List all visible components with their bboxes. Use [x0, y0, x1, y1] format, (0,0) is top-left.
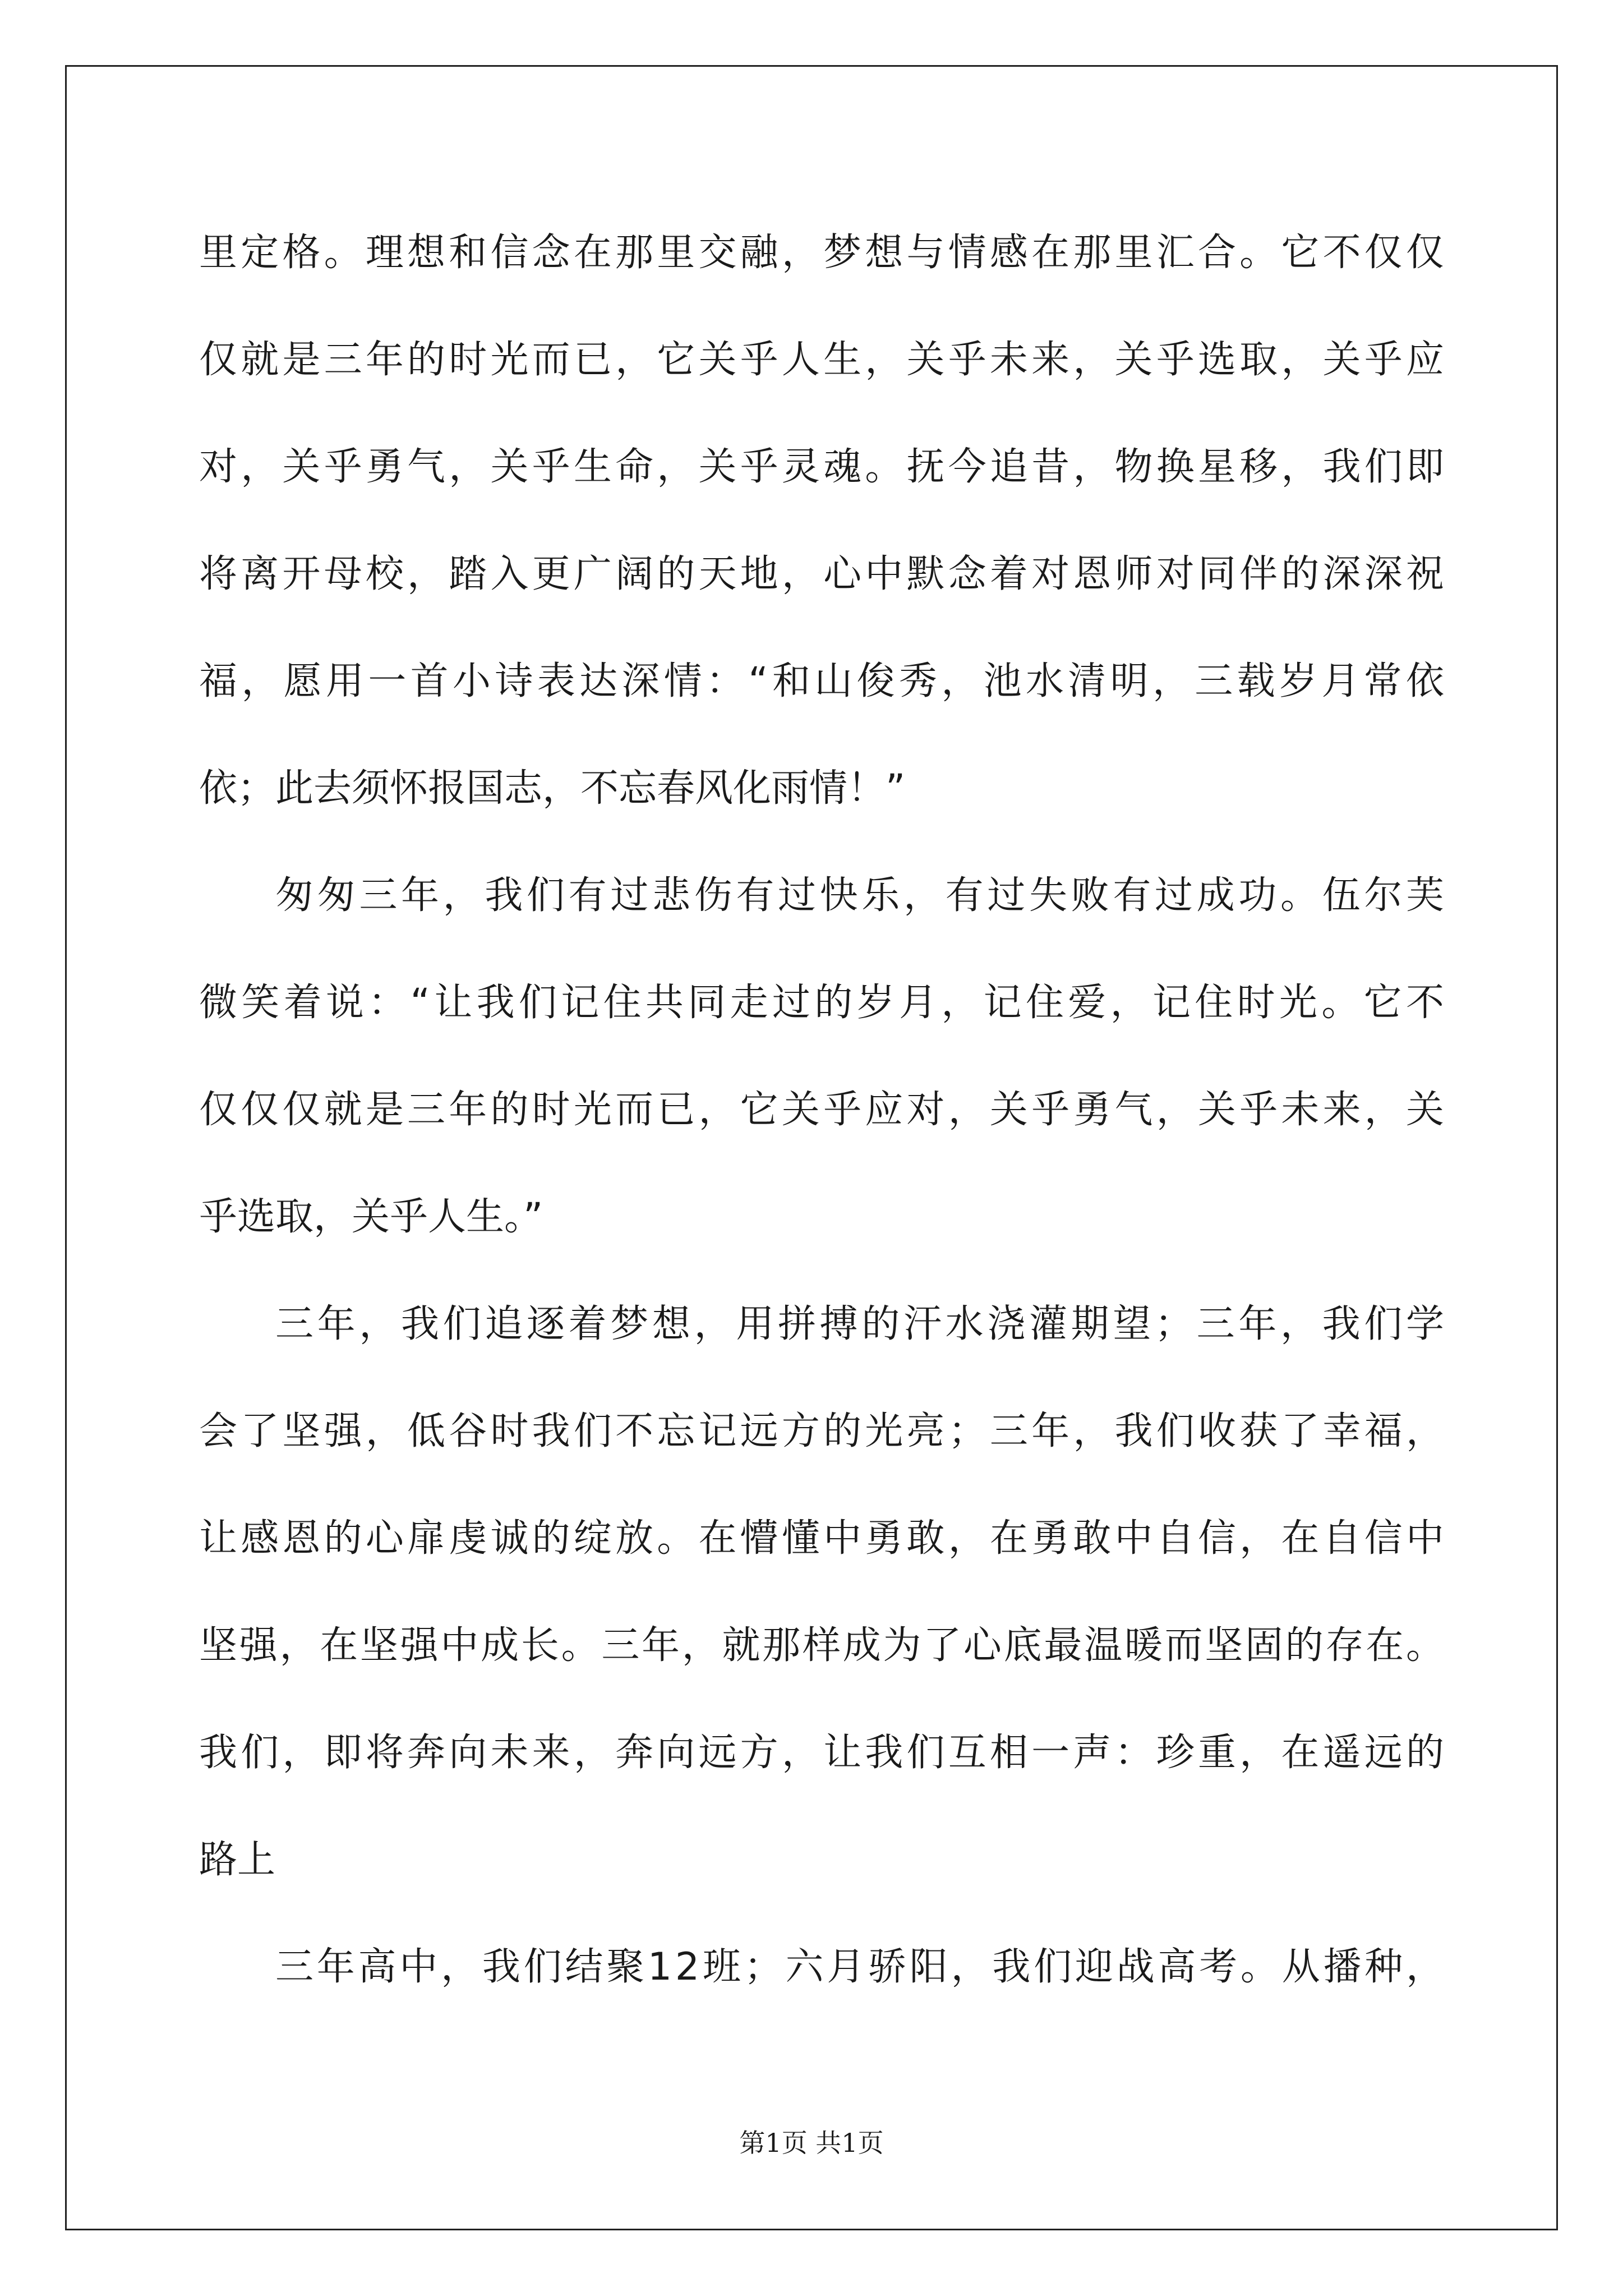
text-line: 微笑着说：“让我们记住共同走过的岁月，记住爱，记住时光。它不: [199, 981, 1449, 1025]
text-line: 里定格。理想和信念在那里交融，梦想与情感在那里汇合。它不仅仅: [199, 231, 1448, 275]
text-line: 让感恩的心扉虔诚的绽放。在懵懂中勇敢，在勇敢中自信，在自信中: [199, 1516, 1448, 1561]
text-line: 三年，我们追逐着梦想，用拼搏的汗水浇灌期望；三年，我们学: [275, 1302, 1448, 1346]
text-line: 匆匆三年，我们有过悲伤有过快乐，有过失败有过成功。伍尔芙: [275, 873, 1448, 918]
text-line: 会了坚强，低谷时我们不忘记远方的光亮；三年，我们收获了幸福，: [199, 1409, 1448, 1453]
text-line: 仅仅仅就是三年的时光而已，它关乎应对，关乎勇气，关乎未来，关: [199, 1088, 1448, 1132]
text-line: 依；此去须怀报国志，不忘春风化雨情！”: [199, 766, 906, 811]
text-line: 路上: [199, 1838, 276, 1882]
text-line: 三年高中，我们结聚12班；六月骄阳，我们迎战高考。从播种，: [275, 1945, 1447, 1989]
document-body: [199, 199, 1449, 2021]
page-footer: 第1页 共1页: [739, 2128, 884, 2158]
text-line: 坚强，在坚强中成长。三年，就那样成为了心底最温暖而坚固的存在。: [199, 1623, 1446, 1668]
text-line: 福，愿用一首小诗表达深情：“和山俊秀，池水清明，三载岁月常依: [199, 659, 1449, 703]
text-line: 仅就是三年的时光而已，它关乎人生，关乎未来，关乎选取，关乎应: [199, 338, 1448, 382]
text-line: 将离开母校，踏入更广阔的天地，心中默念着对恩师对同伴的深深祝: [199, 552, 1448, 596]
text-line: 对，关乎勇气，关乎生命，关乎灵魂。抚今追昔，物换星移，我们即: [199, 445, 1448, 489]
text-line: 乎选取，关乎人生。”: [199, 1195, 543, 1239]
text-line: 我们，即将奔向未来，奔向远方，让我们互相一声：珍重，在遥远的: [199, 1731, 1448, 1775]
